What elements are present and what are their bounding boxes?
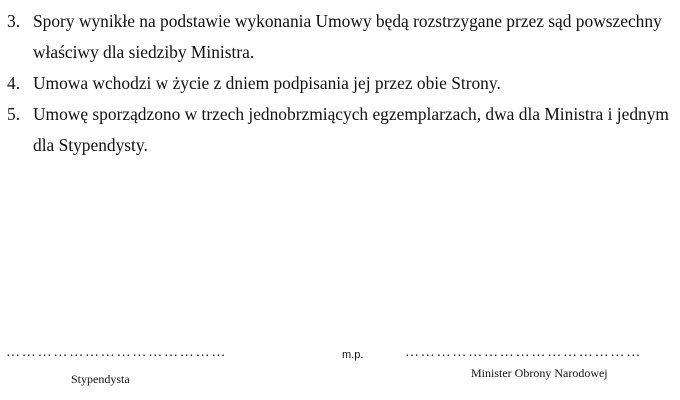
signature-line-left: …………………………………… (6, 345, 228, 360)
signature-label-stypendysta: Stypendysta (71, 372, 130, 386)
signature-label-minister: Minister Obrony Narodowej (471, 366, 608, 380)
clause-text-line: Umowa wchodzi w życie z dniem podpisania jej przez obie Strony. (33, 73, 501, 93)
clause-text-line: Umowę sporządzono w trzech jednobrzmiących egzemplarzach, dwa dla Ministra i jednym (33, 104, 669, 124)
clause-number: 5. (7, 104, 21, 124)
clause-number: 4. (7, 73, 21, 93)
clause-text-line: dla Stypendysty. (33, 135, 148, 155)
signature-line-right: ……………………………………… (405, 345, 642, 360)
clause-text-line: właściwy dla siedziby Ministra. (33, 42, 255, 62)
seal-placeholder-label: m.p. (342, 349, 364, 361)
clause-text-line: Spory wynikłe na podstawie wykonania Umowy będą rozstrzygane przez sąd powszechny (33, 11, 662, 31)
clause-number: 3. (7, 11, 21, 31)
